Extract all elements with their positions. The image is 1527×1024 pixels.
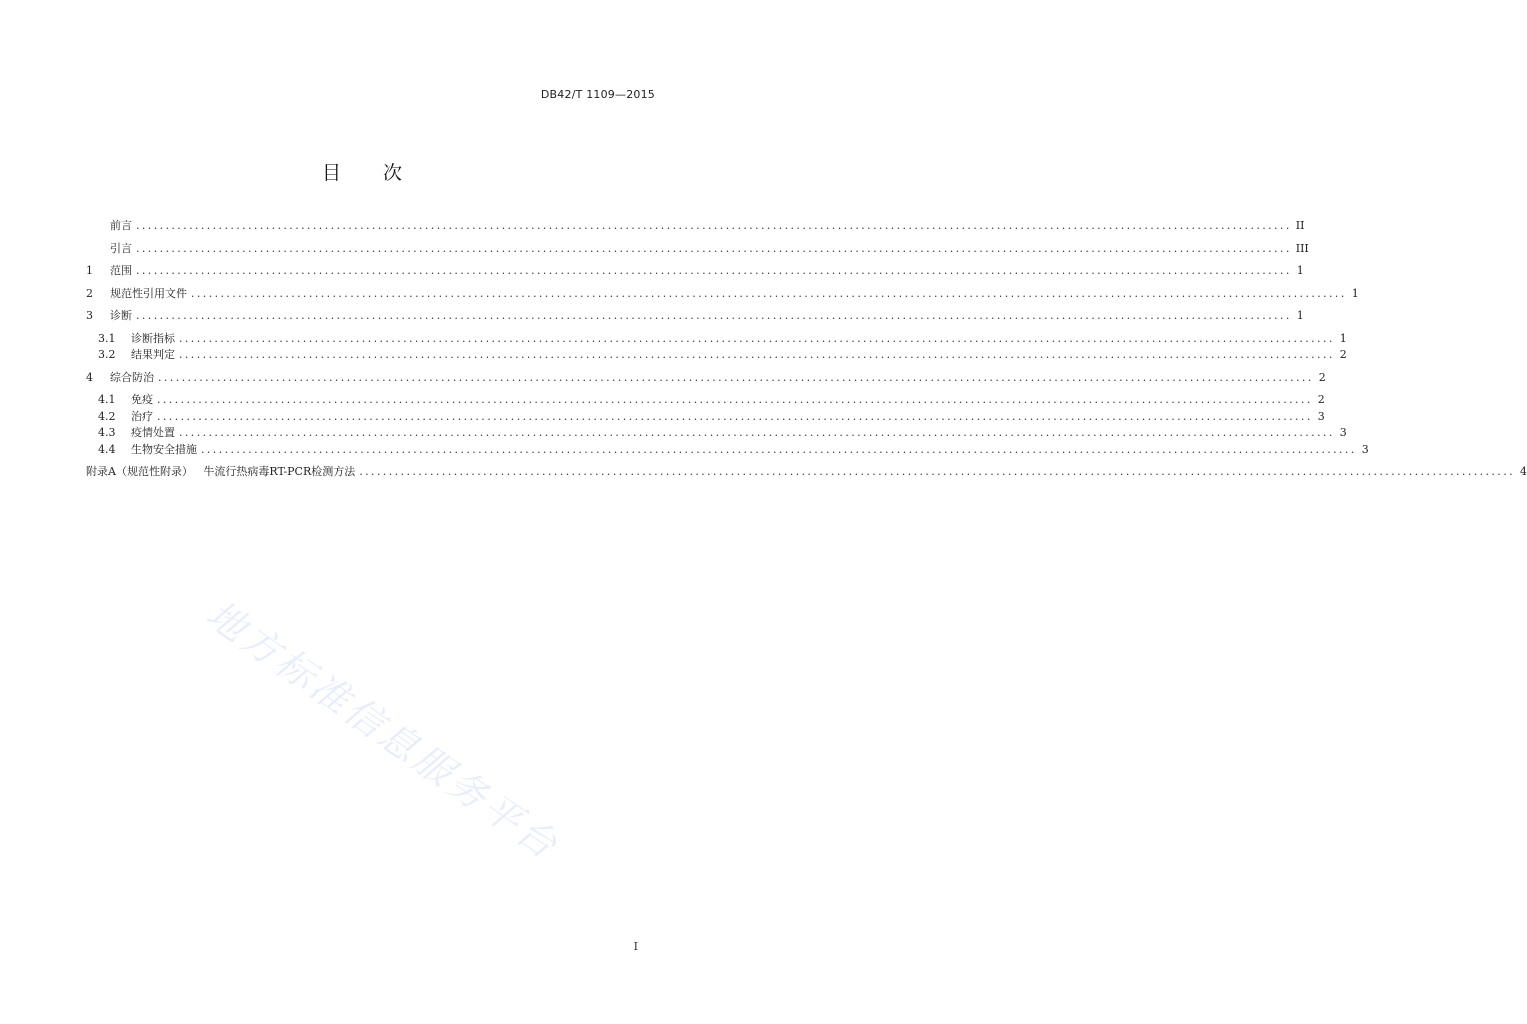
toc-leader-dots bbox=[136, 308, 1292, 325]
toc-entry-number: 2 bbox=[86, 286, 93, 300]
toc-entry[interactable] bbox=[86, 308, 1304, 325]
toc-entry[interactable] bbox=[86, 218, 1305, 235]
toc-entry-page: 1 bbox=[1296, 264, 1304, 277]
toc-entry-page: 3 bbox=[1317, 409, 1325, 423]
toc-entry-number: 3.2 bbox=[98, 348, 116, 361]
toc-entry-page: III bbox=[1295, 241, 1309, 255]
toc-leader-dots bbox=[158, 370, 1314, 387]
toc-entry-number: 4.4 bbox=[98, 442, 116, 456]
toc-entry[interactable] bbox=[86, 347, 1347, 364]
toc-entry-number: 4 bbox=[86, 370, 93, 384]
toc-entry-page: 1 bbox=[1296, 309, 1304, 322]
toc-entry-label: 规范性引用文件 bbox=[110, 286, 187, 300]
toc-entry-page: 4 bbox=[1520, 465, 1527, 478]
toc-entry-page: 1 bbox=[1351, 286, 1359, 300]
toc-entry-page: II bbox=[1295, 219, 1305, 232]
toc-entry-number: 3 bbox=[86, 309, 93, 322]
toc-entry-page: 2 bbox=[1318, 370, 1326, 384]
toc-leader-dots bbox=[201, 442, 1357, 459]
toc-entry-number: 1 bbox=[86, 264, 93, 277]
toc-entry-page: 3 bbox=[1339, 426, 1347, 439]
toc-leader-dots bbox=[179, 347, 1335, 364]
toc-entry[interactable] bbox=[86, 370, 1326, 387]
table-of-contents bbox=[86, 218, 1527, 481]
toc-leader-dots bbox=[157, 409, 1313, 426]
toc-entry[interactable] bbox=[86, 409, 1325, 426]
toc-entry-label: 引言 bbox=[110, 241, 132, 255]
toc-leader-dots bbox=[136, 241, 1292, 258]
toc-entry-page: 1 bbox=[1339, 331, 1347, 345]
watermark: 地方标准信息服务平台 bbox=[198, 591, 568, 869]
toc-entry-label: 治疗 bbox=[131, 409, 153, 423]
toc-entry-label: 免疫 bbox=[131, 393, 153, 406]
footer-page-number: I bbox=[633, 940, 638, 953]
toc-entry-label: 生物安全措施 bbox=[131, 442, 197, 456]
toc-leader-dots bbox=[136, 263, 1292, 280]
toc-entry-page: 2 bbox=[1317, 393, 1325, 406]
toc-entry-number: 3.1 bbox=[98, 331, 116, 345]
toc-leader-dots bbox=[191, 286, 1347, 303]
toc-leader-dots bbox=[359, 464, 1515, 481]
header-code: DB42/T 1109—2015 bbox=[540, 88, 655, 101]
toc-entry[interactable] bbox=[86, 442, 1369, 459]
toc-entry[interactable] bbox=[86, 425, 1347, 442]
toc-entry-page: 3 bbox=[1361, 442, 1369, 456]
toc-entry[interactable] bbox=[86, 241, 1309, 258]
toc-leader-dots bbox=[179, 331, 1335, 348]
page-title: 目 次 bbox=[321, 162, 421, 184]
toc-entry-label: 疫情处置 bbox=[131, 426, 175, 439]
toc-entry[interactable] bbox=[86, 392, 1325, 409]
toc-entry-label: 综合防治 bbox=[110, 370, 154, 384]
toc-entry-label: 前言 bbox=[110, 219, 132, 232]
toc-entry[interactable] bbox=[86, 331, 1347, 348]
toc-entry-label: 附录A（规范性附录） 牛流行热病毒RT-PCR检测方法 bbox=[86, 465, 356, 478]
toc-entry-number: 4.2 bbox=[98, 409, 116, 423]
toc-entry-label: 诊断 bbox=[110, 309, 132, 322]
toc-entry[interactable] bbox=[86, 286, 1359, 303]
toc-entry-label: 诊断指标 bbox=[131, 331, 175, 345]
toc-entry[interactable] bbox=[86, 464, 1527, 481]
toc-entry-number: 4.1 bbox=[98, 393, 116, 406]
toc-entry-label: 结果判定 bbox=[131, 348, 175, 361]
toc-entry-page: 2 bbox=[1339, 348, 1347, 361]
toc-leader-dots bbox=[157, 392, 1313, 409]
toc-leader-dots bbox=[136, 218, 1292, 235]
toc-entry-label: 范围 bbox=[110, 264, 132, 277]
toc-entry[interactable] bbox=[86, 263, 1304, 280]
toc-leader-dots bbox=[179, 425, 1335, 442]
toc-entry-number: 4.3 bbox=[98, 426, 116, 439]
